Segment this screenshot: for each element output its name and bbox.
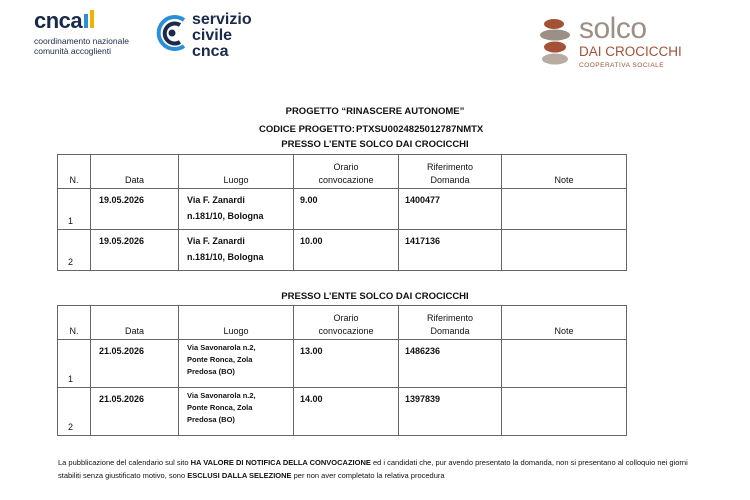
row-reference: 1486236 bbox=[399, 340, 502, 388]
project-code-label: CODICE PROGETTO: bbox=[259, 124, 355, 135]
col-header-n: N. bbox=[58, 306, 91, 340]
row-note bbox=[502, 230, 627, 271]
table-header-row bbox=[58, 155, 627, 189]
ente-heading: PRESSO L’ENTE SOLCO DAI CROCICCHI bbox=[281, 291, 469, 302]
row-reference: 1397839 bbox=[399, 388, 502, 436]
row-reference: 1400477 bbox=[399, 189, 502, 230]
servizio-line1: servizio bbox=[192, 11, 252, 28]
col-header-luogo: Luogo bbox=[179, 155, 294, 189]
row-time: 10.00 bbox=[294, 230, 399, 271]
row-location: Via Savonarola n.2, Ponte Ronca, Zola Predosa (BO) bbox=[179, 388, 294, 436]
schedule-table bbox=[57, 305, 627, 436]
table-row bbox=[58, 189, 627, 230]
row-date: 19.05.2026 bbox=[91, 230, 179, 271]
col-header-riferimento: Riferimento Domanda bbox=[399, 155, 502, 189]
row-location: Via F. Zanardi n.181/10, Bologna bbox=[179, 189, 294, 230]
row-number: 2 bbox=[58, 230, 91, 271]
table-row bbox=[58, 388, 627, 436]
col-header-n: N. bbox=[58, 155, 91, 189]
cnca-bar-icon bbox=[90, 10, 94, 28]
solco-logo-coop: COOPERATIVA SOCIALE bbox=[579, 62, 665, 69]
row-time: 9.00 bbox=[294, 189, 399, 230]
schedule-table bbox=[57, 154, 627, 271]
project-title: PROGETTO “RINASCERE AUTONOME” bbox=[285, 106, 465, 117]
stacked-stones-icon bbox=[535, 18, 575, 70]
col-header-luogo: Luogo bbox=[179, 306, 294, 340]
row-time: 14.00 bbox=[294, 388, 399, 436]
cnca-logo-subtitle: coordinamento nazionale comunità accoglienti bbox=[34, 36, 129, 56]
row-location: Via Savonarola n.2, Ponte Ronca, Zola Predosa (BO) bbox=[179, 340, 294, 388]
col-header-data: Data bbox=[91, 306, 179, 340]
project-code-value: PTXSU0024825012787NMTX bbox=[356, 124, 484, 135]
table-header-row bbox=[58, 306, 627, 340]
col-header-riferimento: Riferimento Domanda bbox=[399, 306, 502, 340]
row-location: Via F. Zanardi n.181/10, Bologna bbox=[179, 230, 294, 271]
cnca-logo-word: cnca bbox=[34, 8, 83, 33]
ente-heading: PRESSO L’ENTE SOLCO DAI CROCICCHI bbox=[281, 139, 469, 150]
solco-logo-name: solco bbox=[579, 12, 647, 45]
cnca-bar-icon bbox=[84, 14, 88, 28]
row-time: 13.00 bbox=[294, 340, 399, 388]
servizio-line2: civile bbox=[192, 27, 233, 44]
row-number: 2 bbox=[58, 388, 91, 436]
row-date: 21.05.2026 bbox=[91, 388, 179, 436]
table-row bbox=[58, 340, 627, 388]
row-note bbox=[502, 388, 627, 436]
concentric-arcs-icon bbox=[154, 12, 190, 52]
col-header-note: Note bbox=[502, 155, 627, 189]
row-reference: 1417136 bbox=[399, 230, 502, 271]
row-date: 21.05.2026 bbox=[91, 340, 179, 388]
col-header-data: Data bbox=[91, 155, 179, 189]
row-number: 1 bbox=[58, 189, 91, 230]
row-note bbox=[502, 340, 627, 388]
servizio-line3: cnca bbox=[192, 43, 229, 60]
row-date: 19.05.2026 bbox=[91, 189, 179, 230]
notice-paragraph: La pubblicazione del calendario sul sito HA VALORE DI NOTIFICA DELLA CONVOCAZIONE ed i candidati che, pur avendo presentato la domanda, non si presentano al colloquio nei giorni stabiliti senza giustificato motivo, sono ESCLUSI DALLA SELEZIONE per non aver completato la relativa procedura bbox=[58, 458, 688, 480]
col-header-note: Note bbox=[502, 306, 627, 340]
row-note bbox=[502, 189, 627, 230]
col-header-orario: Orario convocazione bbox=[294, 155, 399, 189]
solco-logo-subtitle: DAI CROCICCHI bbox=[579, 44, 682, 59]
table-row bbox=[58, 230, 627, 271]
col-header-orario: Orario convocazione bbox=[294, 306, 399, 340]
cnca-logo bbox=[34, 10, 129, 56]
row-number: 1 bbox=[58, 340, 91, 388]
logo-header bbox=[0, 0, 750, 95]
